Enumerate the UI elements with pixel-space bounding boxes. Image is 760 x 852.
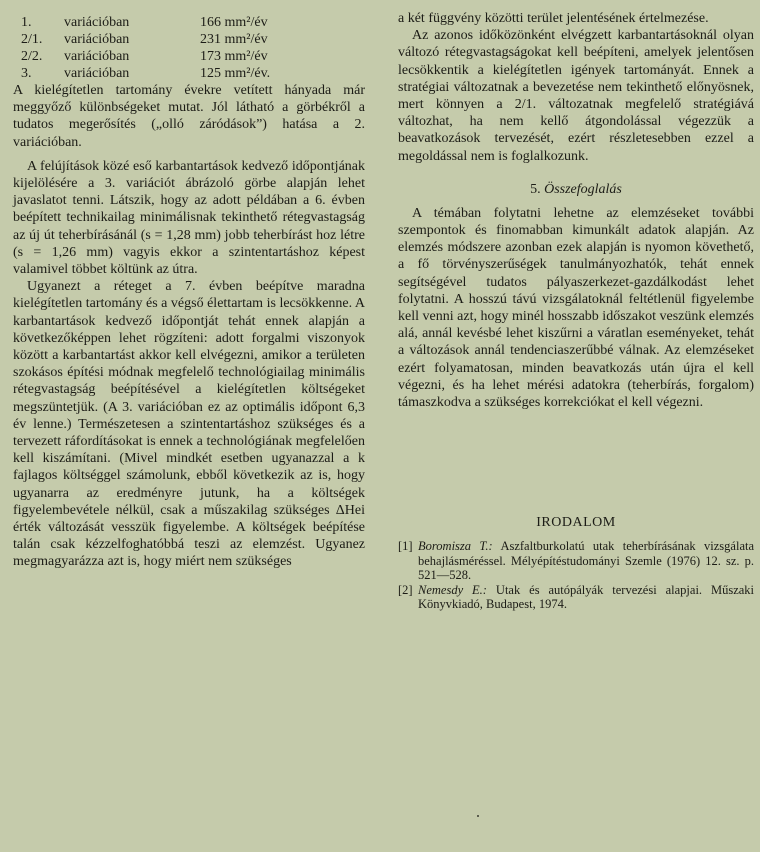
body-paragraph: a két függvény közötti terület jelentésének értelmezése.: [398, 11, 709, 26]
variation-number: 3.: [21, 66, 32, 81]
variation-label: variációban: [64, 15, 130, 30]
variation-table: [13, 14, 270, 82]
variation-label: variációban: [64, 32, 130, 47]
section-paragraph: A témában folytatni lehetne az elemzéseket további szempontok és finomabban kimunkált adatok alapján. Az elemzés módszere azonban ezek alapján is nyomon követhető, a fő törvényszerűségek tanulmányozhatók, tehát ennek segítségével tudatos pályaszerkezet-gazdálkodást lehet folytatni. A hosszú távú vizsgálatoknál feltétlenül figyelembe kell venni azt, hogy minél hosszabb időszakot veszünk elemzés alá, annál kevésbé lehet kiszűrni a váratlan eseményeket, tehát a változások annál tendenciaszerűbbé válnak. Az elemzéseket ezért folyamatosan, minden beavatkozás után újra el kell végezni, és ha lehet mérési adatokra (teherbírás, forgalom) támaszkodva a szükséges korrekciókat el kell végezni.: [398, 205, 754, 411]
variation-row: [13, 14, 270, 31]
body-paragraph: Az azonos időközönként elvégzett karbantartásoknál olyan változó rétegvastagságokat kell beépíteni, amelyek jelentősen lecsökkentik a kielégítetlen igények tartományát. Ennek a stratégiai változatnak a bevezetése nem tekinthető előnyösnek, mert könnyen a 2/1. változatnak megfelelő stratégiává változhat, ha nem kellő átgondolással végezzük a beavatkozások tervezését, ezért részletesebben ezzel a megoldással nem is foglalkozunk.: [398, 28, 754, 164]
reference-list: [398, 539, 754, 612]
section-number: 5.: [530, 181, 541, 197]
reference-item: [398, 583, 754, 612]
section-heading: [398, 181, 754, 198]
reference-number: [1]: [398, 539, 413, 553]
body-paragraph: A kielégítetlen tartomány évekre vetített hányada már meggyőző különbségeket mutat. Jól látható a görbékről a tudatos megerősítés („olló záródások”) hatása a 2. variációban.: [13, 83, 365, 150]
variation-value: 125 mm²/év.: [200, 66, 271, 81]
variation-label: variációban: [64, 49, 130, 64]
body-paragraph: Ugyanezt a réteget a 7. évben beépítve maradna kielégítetlen tartomány és a végső élettartam is lecsökkenne. A karbantartások kedvező időpontját tehát ennek alapján a következőképpen lehet rögzíteni: adott forgalmi viszonyok között a karbantartást akkor kell elvégezni, amikor a területen szokásos építési módnak megfelelő technológiailag minimális rétegvastagság beépítésével a kielégítetlen költségeket megszüntetjük. (A 3. variációban ez az optimális időpont 6,3 év lenne.) Természetesen a szintentartáshoz szükséges és a tervezett ráfordításokat is ennek a technológiának megfelelően kell kiszámítani. (Mivel mindkét esetben ugyanazzal a k fajlagos költséggel számolunk, ebből következik az is, hogy ugyanarra az eredményre jutunk, ha a költségek figyelembevétele nélkül, csak a műszakilag szükséges ΔHei érték változását vesszük figyelembe. A költségek beépítése talán csak kézzelfoghatóbbá teszi az elemzést. Ugyanez megmagyarázza azt is, hogy miért nem szükséges: [13, 279, 365, 570]
variation-value: 231 mm²/év: [200, 32, 268, 47]
variation-row: [13, 48, 270, 65]
reference-author: Nemesdy E.:: [418, 582, 487, 597]
reference-body: [418, 539, 754, 583]
reference-text: Utak és autópályák tervezési alapjai. Műszaki Könyvkiadó, Budapest, 1974.: [418, 582, 755, 611]
bibliography-heading: IRODALOM: [536, 515, 616, 530]
paper-speck: [477, 815, 479, 817]
variation-value: 166 mm²/év: [200, 15, 268, 30]
variation-row: [13, 65, 270, 82]
left-column: [13, 10, 365, 571]
section-title: Összefoglalás: [544, 181, 622, 197]
variation-number: 1.: [21, 15, 32, 30]
reference-number: [2]: [398, 582, 413, 597]
reference-item: [398, 539, 754, 583]
reference-text: Aszfaltburkolatú utak teherbírásának vizsgálata behajlásméréssel. Mélyépítéstudományi Szemle (1976) 12. sz. p. 521—528.: [418, 539, 755, 582]
reference-body: [418, 583, 754, 612]
reference-author: Boromisza T.:: [418, 539, 493, 553]
variation-number: 2/1.: [21, 32, 43, 47]
body-paragraph: A felújítások közé eső karbantartások kedvező időpontjának kijelölésére a 3. variációt ábrázoló görbe alapján lehet javaslatot tenni. Látszik, hogy az adott példában a 6. évben beépített technikailag minimálisnak tekinthető rétegvastagság az új út teherbírásánál (s = 1,28 mm) jobb teherbírást hoz létre (s = 1,26 mm) vagyis ekkor a szintentartáshoz képest valamivel többet költünk az útra.: [13, 158, 365, 278]
variation-label: variációban: [64, 66, 130, 81]
variation-value: 173 mm²/év: [200, 49, 268, 64]
variation-row: [13, 31, 270, 48]
variation-number: 2/2.: [21, 49, 43, 64]
right-column: [398, 10, 755, 611]
